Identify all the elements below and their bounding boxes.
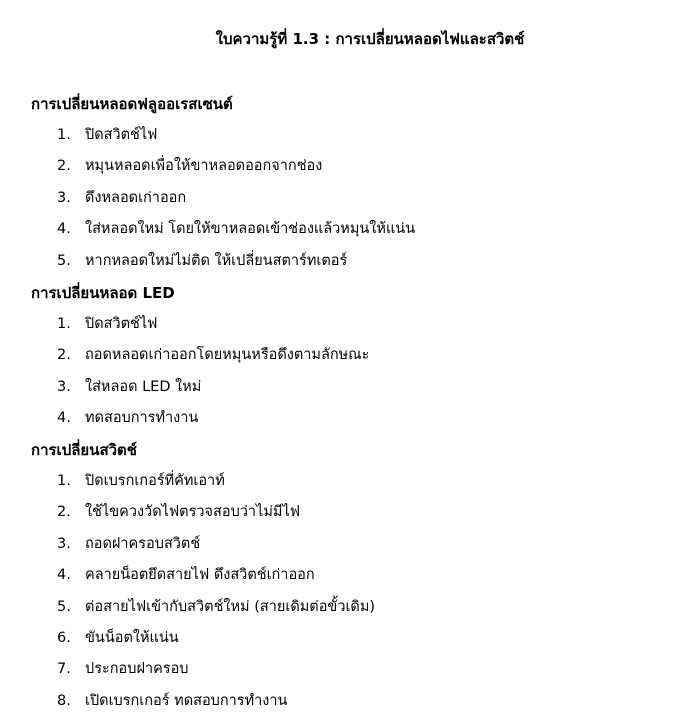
step-text: ปิดสวิตช์ไฟ [85, 316, 158, 332]
list-item [31, 124, 631, 155]
document-title: ใบความรู้ที่ 1.3 : การเปลี่ยนหลอดไฟและสวิตช์ [215, 30, 525, 48]
step-text: คลายน็อตยึดสายไฟ ดึงสวิตช์เก่าออก [85, 567, 315, 584]
step-number: 1. [57, 316, 71, 332]
section-led [31, 282, 631, 439]
list-item [31, 313, 631, 344]
step-text: ต่อสายไฟเข้ากับสวิตช์ใหม่ (สายเดิมต่อขั้วเดิม) [85, 598, 376, 615]
section-heading: การเปลี่ยนสวิตช์ [31, 441, 137, 459]
step-number: 1. [57, 473, 71, 489]
step-number: 3. [57, 378, 71, 395]
step-number: 4. [57, 221, 71, 238]
step-text: ถอดหลอดเก่าออกโดยหมุนหรือดึงตามลักษณะ [85, 347, 370, 364]
step-number: 6. [57, 629, 71, 646]
step-number: 8. [57, 692, 71, 709]
step-text: ใช้ไขควงวัดไฟตรวจสอบว่าไม่มีไฟ [85, 504, 301, 521]
list-item [31, 658, 631, 689]
list-item [31, 218, 631, 249]
step-text: ใส่หลอดใหม่ โดยให้ขาหลอดเข้าช่องแล้วหมุนให้แน่น [85, 221, 416, 238]
step-text: หากหลอดใหม่ไม่ติด ให้เปลี่ยนสตาร์ทเตอร์ [85, 252, 348, 269]
section-fluorescent [31, 93, 631, 281]
section-heading: การเปลี่ยนหลอดฟลูออเรสเซนต์ [31, 95, 233, 113]
list-item [31, 470, 631, 501]
list-item [31, 250, 631, 281]
list-item [31, 690, 631, 721]
step-text: ดึงหลอดเก่าออก [85, 189, 187, 206]
step-text: ทดสอบการทำงาน [85, 410, 199, 427]
list-item [31, 533, 631, 564]
step-text: ปิดสวิตช์ไฟ [85, 127, 158, 143]
list-item [31, 407, 631, 438]
step-number: 4. [57, 410, 71, 427]
list-item [31, 596, 631, 627]
step-number: 1. [57, 127, 71, 143]
list-item [31, 344, 631, 375]
step-list [31, 124, 631, 281]
list-item [31, 501, 631, 532]
step-list [31, 313, 631, 439]
step-number: 2. [57, 158, 71, 175]
step-text: หมุนหลอดเพื่อให้ขาหลอดออกจากช่อง [85, 158, 323, 175]
step-number: 2. [57, 504, 71, 521]
step-text: ปิดเบรกเกอร์ที่คัทเอาท์ [85, 473, 225, 489]
list-item [31, 564, 631, 595]
list-item [31, 376, 631, 407]
step-text: ใส่หลอด LED ใหม่ [85, 378, 202, 395]
step-number: 5. [57, 598, 71, 615]
list-item [31, 627, 631, 658]
list-item [31, 187, 631, 218]
section-switch [31, 439, 631, 721]
step-text: เปิดเบรกเกอร์ ทดสอบการทำงาน [85, 692, 288, 709]
step-number: 5. [57, 252, 71, 269]
step-number: 4. [57, 567, 71, 584]
list-item [31, 155, 631, 186]
section-heading: การเปลี่ยนหลอด LED [31, 284, 175, 302]
step-number: 7. [57, 661, 71, 678]
step-text: ขันน็อตให้แน่น [85, 629, 179, 646]
step-number: 3. [57, 189, 71, 206]
step-text: ประกอบฝาครอบ [85, 661, 189, 678]
step-text: ถอดฝาครอบสวิตช์ [85, 535, 201, 552]
step-number: 2. [57, 347, 71, 364]
step-number: 3. [57, 535, 71, 552]
step-list [31, 470, 631, 721]
